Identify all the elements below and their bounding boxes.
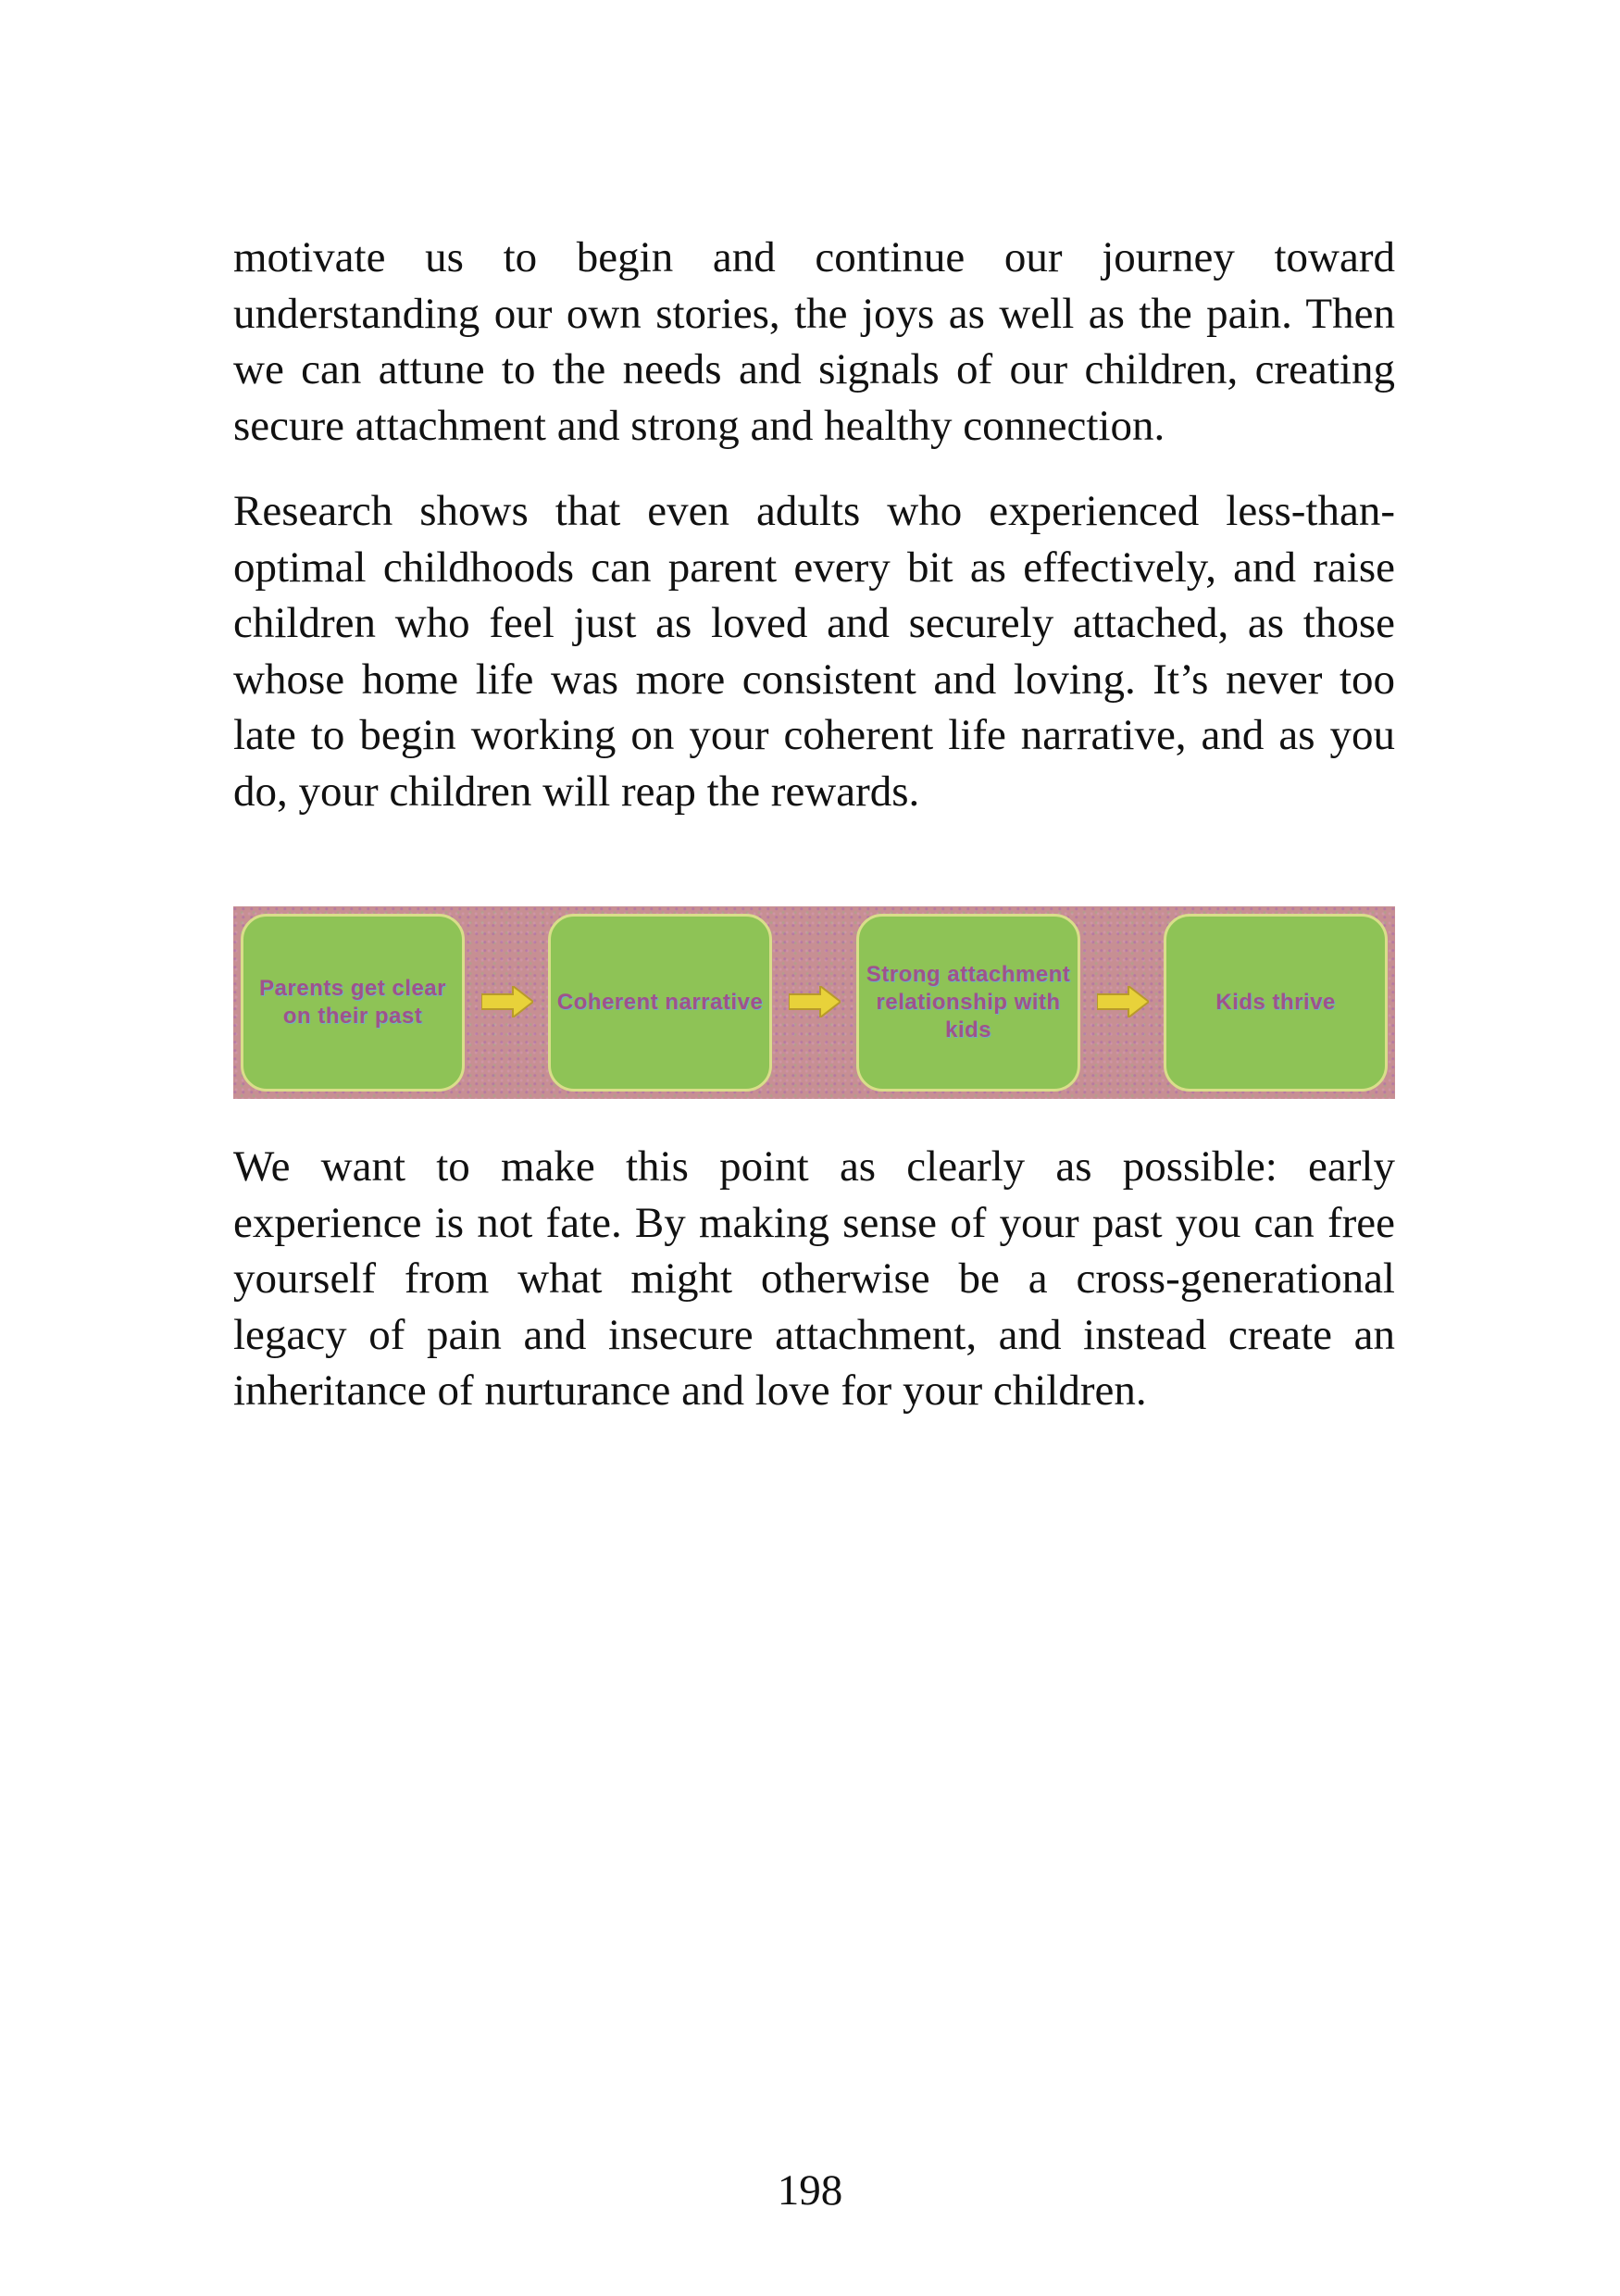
- diagram-step-label: Strong attachment relationship with kids: [866, 962, 1071, 1042]
- paragraph-text: We want to make this point as clearly as possible: early experience is not fate. By making sense of your past you can free yourself from what might otherwise be a cross-generational legacy of pain and insecure attachment, and instead create an inheritance of nurturance and love for your children.: [233, 1142, 1395, 1415]
- paragraph-1: [233, 230, 1395, 454]
- diagram-step-label: Parents get clear on their past: [259, 976, 446, 1029]
- diagram-step-label: Coherent narrative: [556, 990, 764, 1015]
- diagram-step-kids-thrive: [1164, 914, 1388, 1092]
- paragraph-3: [233, 1139, 1395, 1419]
- paragraph-text: Research shows that even adults who experienced less-than-optimal childhoods can parent every bit as effectively, and raise children who feel just as loved and securely attached, as those whose home life was more consistent and loving. It’s never too late to begin working on your coherent life narrative, and as you do, your children will reap the rewards.: [233, 487, 1395, 816]
- flow-diagram: [233, 906, 1395, 1099]
- arrow-right-icon: [789, 986, 841, 1017]
- diagram-step-coherent-narrative: [548, 914, 772, 1092]
- diagram-step-strong-attachment: [856, 914, 1080, 1092]
- diagram-step-label: Kids thrive: [1215, 990, 1336, 1015]
- diagram-step-parents-get-clear: [241, 914, 465, 1092]
- paragraph-2: [233, 483, 1395, 819]
- arrow-right-icon: [481, 986, 533, 1017]
- arrow-right-icon: [1097, 986, 1149, 1017]
- paragraph-text: motivate us to begin and continue our journey toward understanding our own stories, the joys as well as the pain. Then we can attune to the needs and signals of our children, creating secure attachment and strong and healthy connection.: [233, 233, 1395, 450]
- page-number: 198: [777, 2166, 843, 2215]
